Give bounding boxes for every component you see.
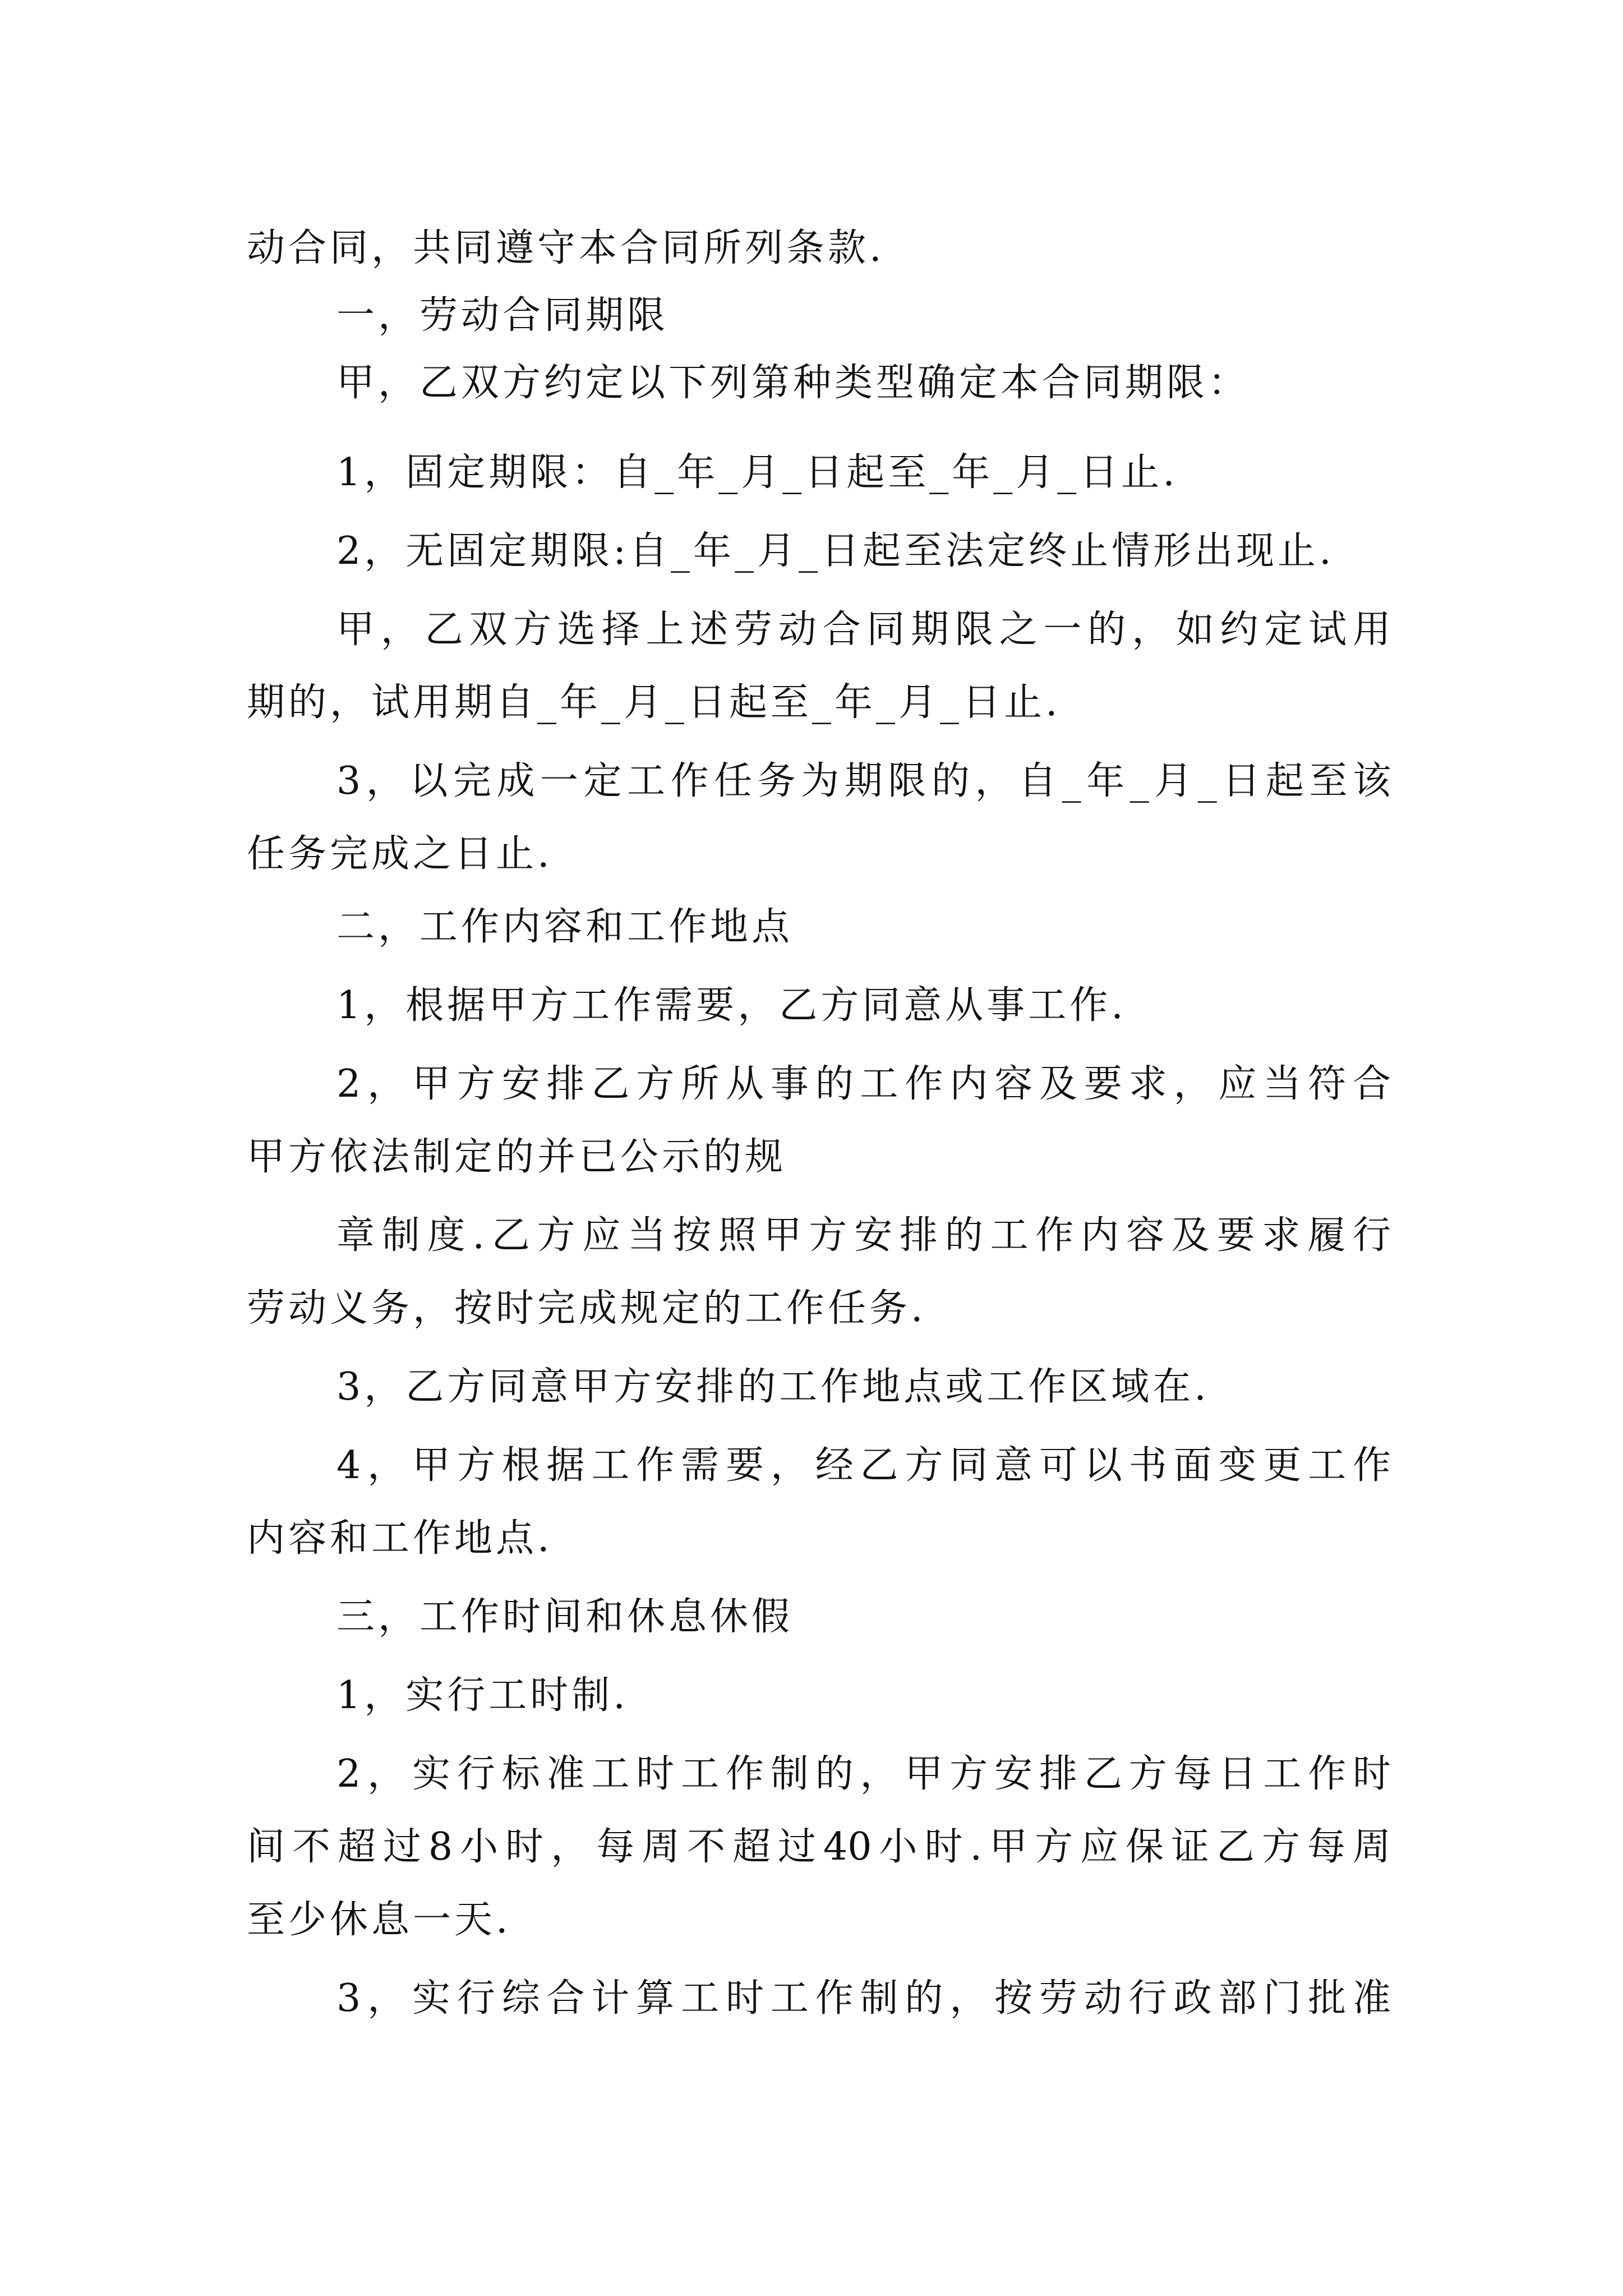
text-line: 动合同，共同遵守本合同所列条款.: [247, 226, 885, 270]
text-line: 期的，试用期自_年_月_日起至_年_月_日止.: [247, 680, 1061, 725]
list-item: 2，甲方安排乙方所从事的工作内容及要求，应当符合: [336, 1062, 1391, 1106]
text-line: 间不超过8小时，每周不超过40小时.甲方应保证乙方每周: [247, 1825, 1391, 1869]
list-item: 1，实行工时制.: [336, 1673, 629, 1718]
text-line: 甲，乙双方约定以下列第种类型确定本合同期限：: [336, 361, 1250, 405]
list-item: 2，无固定期限:自_年_月_日起至法定终止情形出现止.: [336, 529, 1335, 573]
text-line: 甲，乙双方选择上述劳动合同期限之一的，如约定试用: [336, 608, 1391, 652]
text-line: 任务完成之日止.: [247, 832, 553, 876]
list-item: 3，以完成一定工作任务为期限的，自_年_月_日起至该: [336, 759, 1391, 803]
list-item: 3，乙方同意甲方安排的工作地点或工作区域在.: [336, 1365, 1210, 1409]
section-heading: 三，工作时间和休息休假: [336, 1595, 794, 1639]
section-heading: 二，工作内容和工作地点: [336, 905, 794, 949]
text-line: 甲方依法制定的并已公示的规: [247, 1135, 787, 1179]
text-line: 至少休息一天.: [247, 1898, 511, 1942]
list-item: 1，根据甲方工作需要，乙方同意从事工作.: [336, 983, 1127, 1028]
text-line: 劳动义务，按时完成规定的工作任务.: [247, 1286, 926, 1331]
list-item: 3，实行综合计算工时工作制的，按劳动行政部门批准: [336, 1976, 1391, 2021]
section-heading: 一，劳动合同期限: [336, 293, 669, 338]
list-item: 2，实行标准工时工作制的，甲方安排乙方每日工作时: [336, 1752, 1391, 1796]
text-line: 章制度.乙方应当按照甲方安排的工作内容及要求履行: [336, 1213, 1391, 1258]
list-item: 1，固定期限：自_年_月_日起至_年_月_日止.: [336, 450, 1178, 495]
list-item: 4，甲方根据工作需要，经乙方同意可以书面变更工作: [336, 1443, 1391, 1488]
text-line: 内容和工作地点.: [247, 1516, 553, 1561]
